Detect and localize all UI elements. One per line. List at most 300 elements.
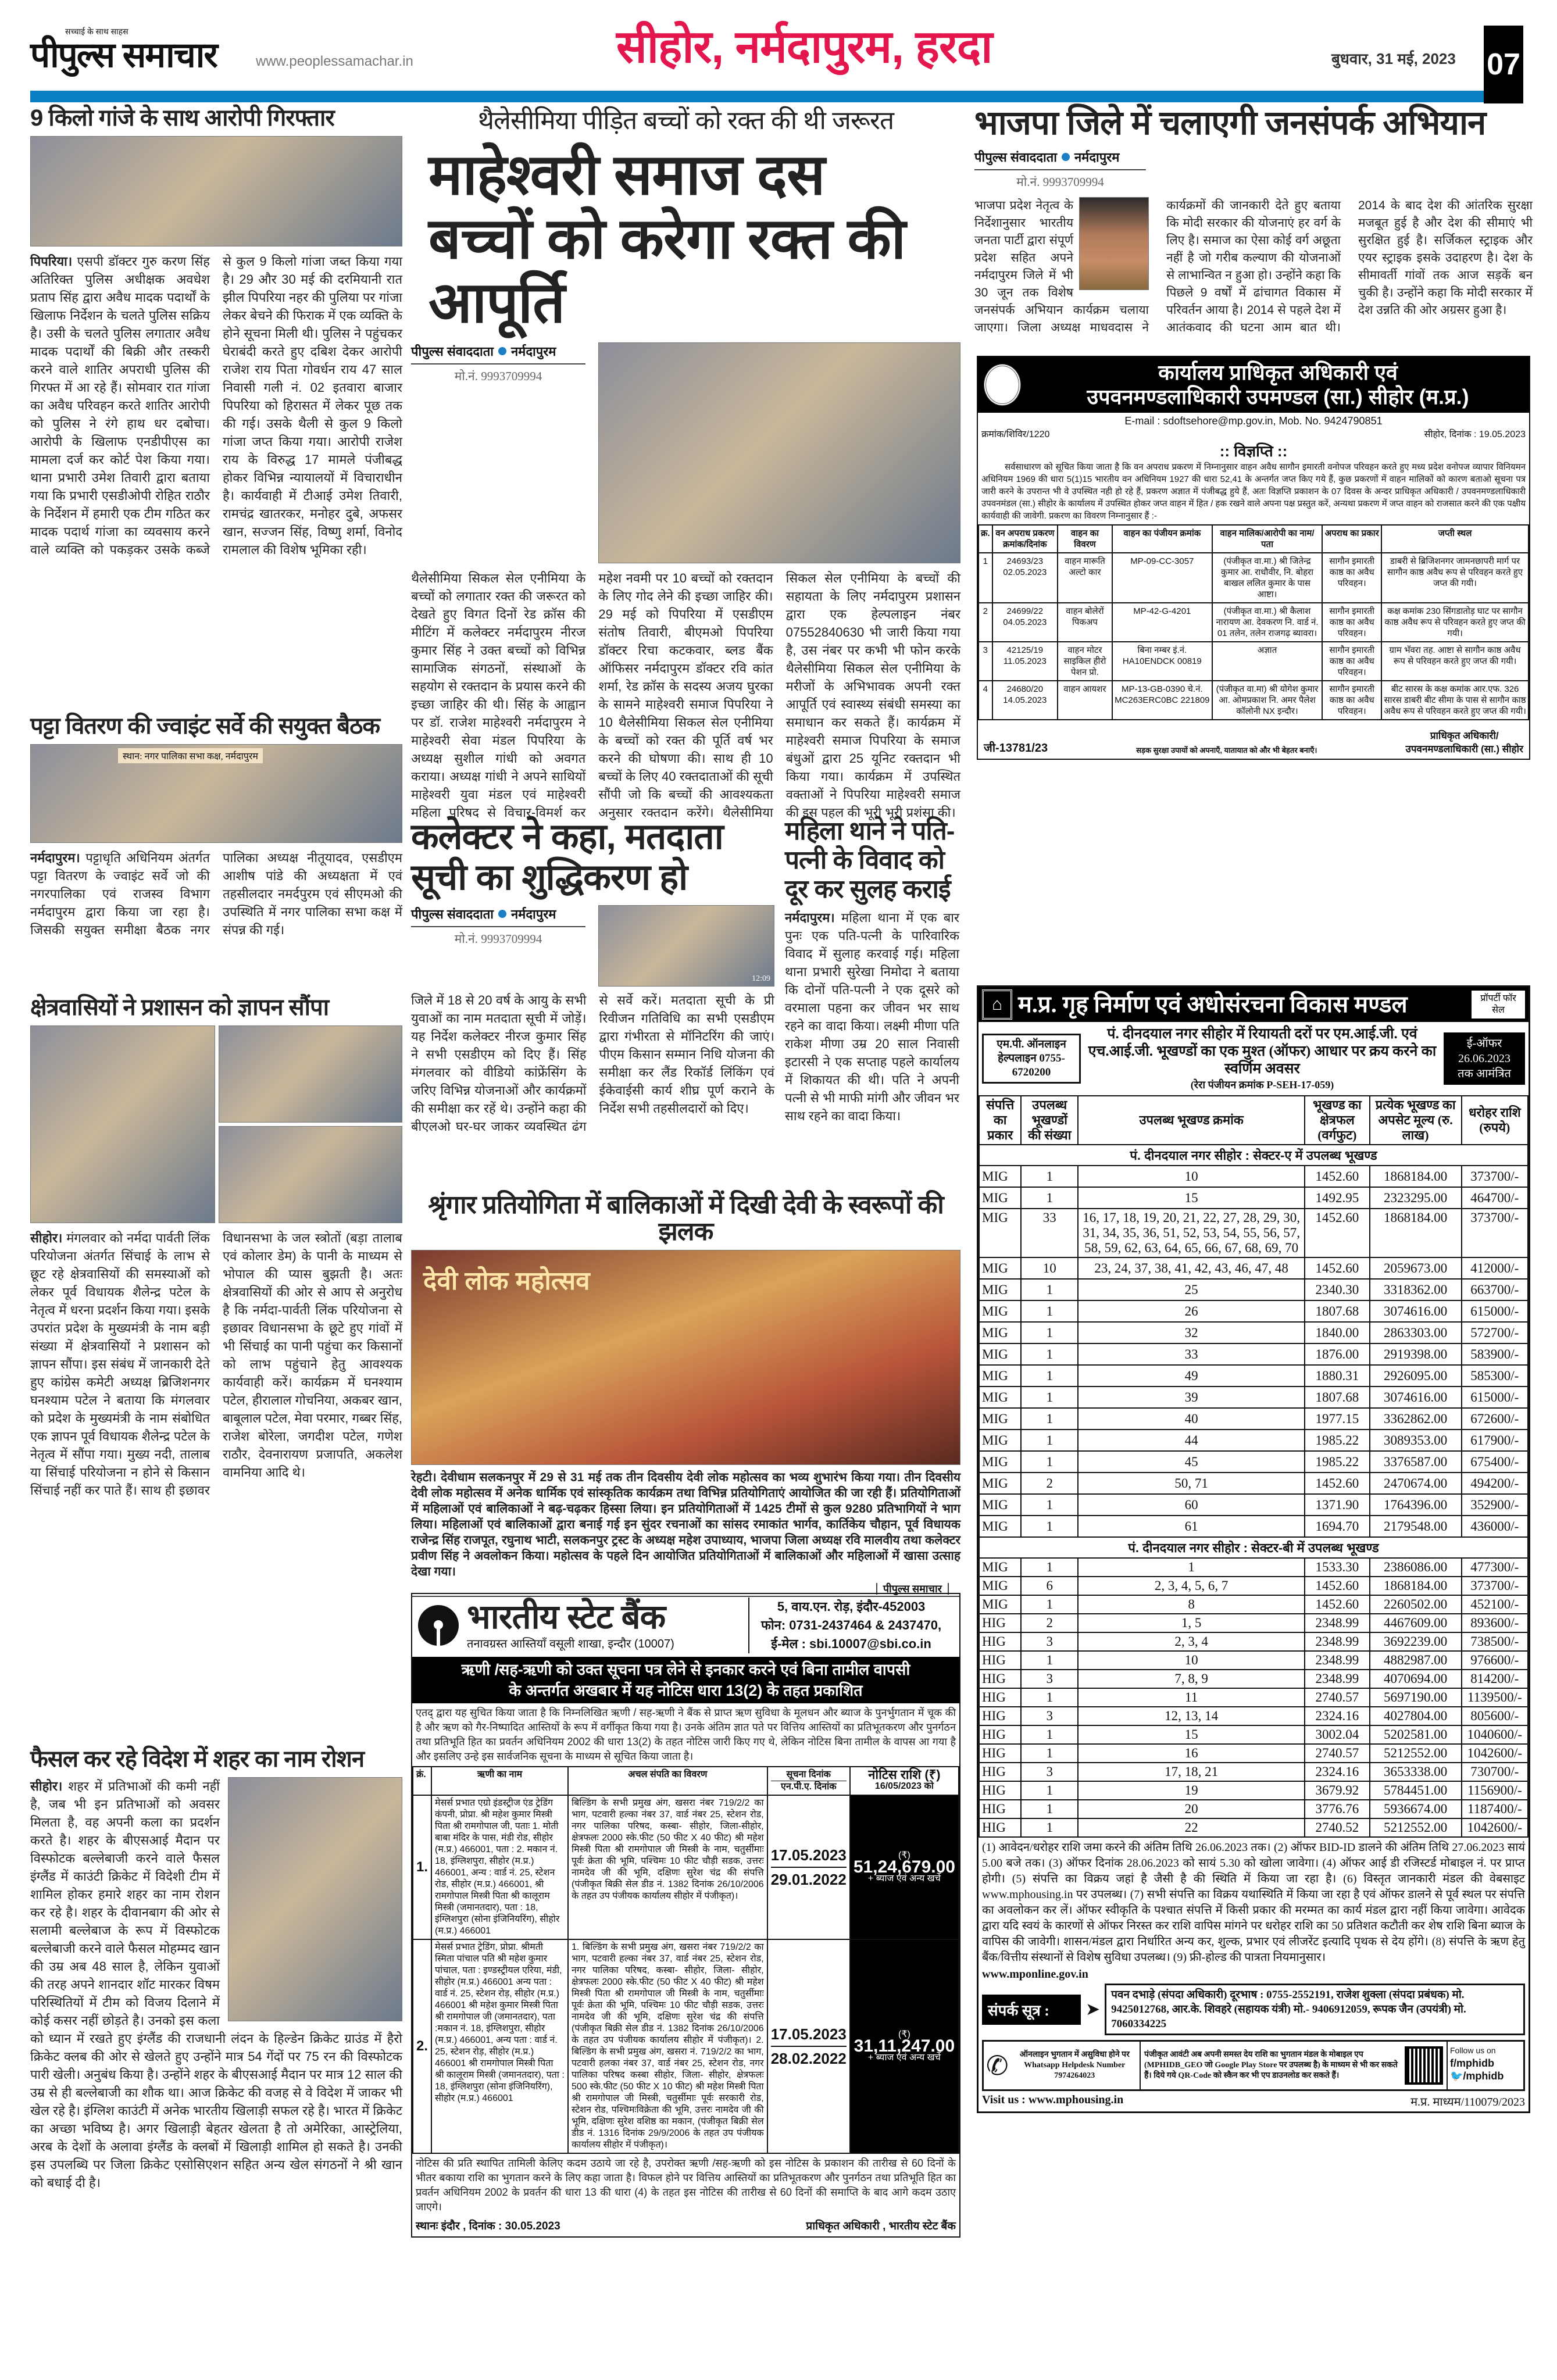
twitter-icon: 🐦 [1450,2070,1463,2082]
table-cell: 1764396.00 [1370,1494,1462,1516]
article-body: थैलेसीमिया सिकल सेल एनीमिया के बच्चों को लगातार रक्त की जरूरत को देखते हुए विगत दिनों रेड क्रॉस की मीटिंग में कलेक्टर नर्मदापुरम नीरज कुमार सिंह ने उक्त बच्चों को विभिन्न सामाजिक संगठनों, संस्थाओं के सहयोग से रक्तदान के प्रयास करने की इच्छा जाहिर की थी। सिंह के आह्वान पर डॉ. राजेश माहेश्वरी नर्मदापुरम ने माहेश्वरी सेवा मंडल पिपरिया के अध्यक्ष सुशील गांधी को अवगत कराया। अध्यक्ष गांधी ने अपने साथियों माहेश्वरी युवा मंडल एवं माहेश्वरी महिला परिषद से विचार-विमर्श कर महेश नवमी पर 10 बच्चों को रक्तदान के लिए गोद लेने की इच्छा जाहिर की। 29 मई को पिपरिया में एसडीएम संतोष तिवारी, बीएमओ पिपरिया डॉक्टर रिचा कटकवार, ब्लड बैंक ऑफिसर नर्मदापुरम डॉक्टर रवि कांत शर्मा, रेड क्रॉस के सदस्य अजय घुरका के सामने माहेश्वरी समाज पिपरिया ने 10 थैलेसीमिया सिकल सेल एनीमिया के बच्चों को रक्त की पूर्ति वर्ष भर करने की घोषणा की। साथ ही 10 बच्चों के लिए 40 रक्तदाताओं की सूची सौंपी जो कि बच्चों की आवश्यकता अनुसार रक्तदान करेंगे। थैलेसीमिया सिकल सेल एनीमिया के बच्चों की सहायता के लिए नर्मदापुरम प्रशासन द्वारा एक हेल्पलाइन नंबर 07552840630 भी जारी किया गया है, उस नंबर पर कभी भी फोन करके थैलेसीमिया सिकल सेल एनीमिया के मरीजों के अभिभावक अपनी रक्त आपूर्ति एवं स्वास्थ्य संबंधी समस्या का समाधान कर सकते हैं। कार्यक्रम में माहेश्वरी समाज पिपरिया के समाज बंधुओं द्वारा 25 यूनिट रक्तदान भी किया गया। कार्यक्रम में उपस्थित वक्ताओं ने पिपरिया माहेश्वरी समाज की इस पहल की भूरी भूरी प्रशंसा की। [411,571,960,820]
table-cell: 3376587.00 [1370,1451,1462,1473]
col-header: अपराध का प्रकार [1322,525,1381,553]
table-row [979,1632,1528,1651]
dateline: सीहोर। [30,1779,63,1793]
table-cell: 26 [1078,1300,1305,1322]
table-cell: 17, 18, 21 [1078,1763,1305,1781]
table-cell: 4070694.00 [1370,1670,1462,1688]
table-cell: MIG [979,1322,1021,1343]
bank-name: भारतीय स्टेट बैंक [467,1598,666,1636]
table-cell: 738500/- [1462,1632,1528,1651]
table-cell: बीट सारस के कक्ष कमांक आर.एफ. 326 सारस डाबरी बीट सीमा के पास से सागौन काष्ठ अवैध रूप से परिवहन करते हुए जप्त की गयी। [1381,681,1529,720]
table-cell: MP-13-GB-0390 चे.नं. MC263ERC0BC 221809 [1112,681,1212,720]
table-row [979,1614,1528,1632]
table-row [979,1166,1528,1187]
website-link[interactable]: Visit us : www.mphousing.in [982,2093,1124,2106]
table-cell: 1 [1021,1365,1078,1386]
table-cell: MIG [979,1516,1021,1537]
seizure-table [978,524,1529,720]
signatory: प्राधिकृत अधिकारी , भारतीय स्टेट बैंक [806,2220,956,2232]
byline [411,905,585,927]
property-details: बिल्डिंग के सभी प्रमुख अंग, खसरा नंबर 719/2/2 का भाग, पटवारी हल्का नंबर 37, वार्ड नंबर 25, स्टेशन रोड, नगर पालिका परिषद, कस्बा- सीहोर, जिला-सीहोर, क्षेत्रफलः 2000 स्के.फीट (50 फीट X 40 फीट) श्री महेश मिस्त्री पिता श्री रामगोपाल जी मिस्त्री के नाम, चतुर्सीमाः पूर्वः क्रेता की भूमि, पश्चिमः 10 फीट चौड़ी सडक, उत्तरः नामदेव जी की भूमि, दक्षिणः सुरेश चंद्र की संपत्ति (पंजीकृत बिक्री सेल डीड नं. 1382 दिनांक 26/10/2006 के तहत उप पंजीयक कार्यालय सीहोर में पंजीकृत)। [568,1795,767,1939]
table-cell: 23, 24, 37, 38, 41, 42, 43, 46, 47, 48 [1078,1257,1305,1279]
page-number-text: 07 [1487,48,1520,81]
table-cell: 5212552.00 [1370,1818,1462,1837]
table-row [979,1494,1528,1516]
table-cell: 1 [1021,1300,1078,1322]
table-cell: MIG [979,1451,1021,1473]
section-title: सीहोर, नर्मदापुरम, हरदा [616,21,992,72]
rupee-symbol: (₹) [898,2029,910,2039]
edition-date: बुधवार, 31 मई, 2023 [1331,50,1456,67]
table-cell: 5697190.00 [1370,1688,1462,1707]
table-cell: 33 [1021,1209,1078,1257]
table-cell: 1985.22 [1305,1451,1369,1473]
byline [411,342,585,364]
col-header: क्र. [979,525,992,553]
whatsapp-icon: ✆ [986,2051,1009,2081]
table-cell: 2059673.00 [1370,1257,1462,1279]
table-cell: 3074616.00 [1370,1386,1462,1408]
facebook-icon: f [1450,2057,1454,2069]
table-cell: 2470674.00 [1370,1473,1462,1494]
table-row [979,1818,1528,1837]
e-offer-box [1444,1032,1525,1085]
logo-tagline: सच्चाई के साथ साहस [65,27,128,36]
table-cell: MIG [979,1577,1021,1595]
notice-date: 17.05.2023 [770,1846,847,1864]
table-row [979,1577,1528,1595]
table-cell: MIG [979,1408,1021,1430]
ad-title: म.प्र. गृह निर्माण एवं अधोसंरचना विकास मण्डल [1018,991,1408,1017]
table-cell: 6 [1021,1577,1078,1595]
table-cell: HIG [979,1670,1021,1688]
table-cell: 24693/23 02.05.2023 [992,553,1058,603]
office-contact: E-mail : sdoftsehore@mp.gov.in, Mob. No. 9424790851 [1124,415,1383,427]
table-cell: 893600/- [1462,1614,1528,1632]
reporter-mobile: मो.नं. 9993709994 [454,932,542,946]
table-cell: 352900/- [1462,1494,1528,1516]
table-cell: 1 [1021,1322,1078,1343]
table-cell: 49 [1078,1365,1305,1386]
table-cell: डाबरी से ब्रिजिशनगर जामनछापरी मार्ग पर सागौन काष्ठ अवैध रूप से परिवहन करते हुए जप्त की गयी। [1381,553,1529,603]
table-cell: 1868184.00 [1370,1209,1462,1257]
row-number: 1. [413,1795,431,1939]
table-cell: MIG [979,1300,1021,1322]
table-cell: 1042600/- [1462,1818,1528,1837]
sbi-logo-icon [418,1605,459,1646]
bank-branch: तनावग्रस्त आस्तियाँ वसूली शाखा, इन्दौर (10007) [467,1637,674,1650]
table-cell: 617900/- [1462,1430,1528,1451]
byline-place: नर्मदापुरम [510,344,556,359]
byline-name: पीपुल्स संवाददाता [411,344,494,359]
table-cell: 1 [1021,1595,1078,1614]
table-cell: 22 [1078,1818,1305,1837]
photo-collage [30,1025,402,1223]
table-cell: 24699/22 04.05.2023 [992,603,1058,642]
table-cell: 10 [1078,1651,1305,1670]
table-row [413,1795,959,1939]
table-cell: 2740.57 [1305,1688,1369,1707]
table-cell: 8 [1078,1595,1305,1614]
meeting-photo [30,744,402,843]
table-cell: 1 [1021,1430,1078,1451]
col-header: वाहन का विवरण [1058,525,1112,553]
npa-date: 29.01.2022 [771,1867,847,1891]
table-cell: 60 [1078,1494,1305,1516]
notice-amount [850,1939,959,2153]
byline-place: नर्मदापुरम [510,907,556,921]
table-cell: 1 [1021,1800,1078,1818]
headline: माहेश्वरी समाज दस बच्चों को करेगा रक्त की आपूर्ति [428,142,906,335]
table-cell: 1868184.00 [1370,1166,1462,1187]
table-cell: HIG [979,1725,1021,1744]
table-cell: 373700/- [1462,1166,1528,1187]
table-row [979,1725,1528,1744]
plots-table [979,1095,1529,1838]
table-row [979,1707,1528,1725]
office-title: उपवनमण्डलाधिकारी उपमण्डल (सा.) सीहोर (म.प्र.) [1087,385,1469,409]
contact-details: पवन दभाड़े (संपदा अधिकारी) दूरभाष : 0755-2552191, राजेश शुक्ला (संपदा प्रबंधक) मो. 9425012768, आर.के. शिवहरे (सहायक यंत्री) मो.- 9406912059, रूपक जैन (उपयंत्री) मो. 7060334225 [1105,1984,1525,2035]
table-cell: 814200/- [1462,1670,1528,1688]
notice-footer: नोटिस की प्रति स्थापित तामिली केलिए कदम उठाये जा रहे है, उपरोक्त ऋणी /सह-ऋणी को इस नोटिस के प्रकाशन की तारीख से 60 दिनों के भीतर बकाया राशि का भुगतान करने के लिए कहा जाता है। विफल होने पर वित्तिय आस्तियों का प्रतिभूतकरण और पुनर्गठन तथा प्रतिभूति हित का प्रवर्तन अधिनियम 2002 के प्रवर्तन की धारा 13 की धारा (4) के तहत इस नोटिस की तारीख से 60 दिनों की समाप्ति के बाद आगे कदम उठाए जाएगे। [416,2157,956,2213]
notice-date: सीहोर, दिनांक : 19.05.2023 [1424,430,1526,439]
table-row [979,1800,1528,1818]
table-row [979,1279,1528,1300]
byline-name: पीपुल्स संवाददाता [974,149,1057,165]
table-cell: 373700/- [1462,1577,1528,1595]
table-cell: 1840.00 [1305,1322,1369,1343]
road-safety-slogan: सड़क सुरक्षा उपायों को अपनाएँ, यातायात को और भी बेहतर बनाएँ। [1136,746,1317,755]
table-cell: 1452.60 [1305,1209,1369,1257]
table-cell: 2348.99 [1305,1651,1369,1670]
table-row [979,1558,1528,1577]
table-cell: MIG [979,1558,1021,1577]
cricketer-photo [228,1777,402,2021]
table-row [979,1763,1528,1781]
table-cell: 1985.22 [1305,1430,1369,1451]
table-cell: 1 [1021,1166,1078,1187]
table-cell: सागौन इमारती काष्ठ का अवैध परिवहन। [1322,642,1381,681]
bank-phone: फोन: 0731-2437464 & 2437470, [761,1618,942,1632]
table-cell: 2348.99 [1305,1670,1369,1688]
table-cell: 1 [1021,1451,1078,1473]
police-photo [30,136,402,246]
table-cell: 3 [1021,1707,1078,1725]
col-header: उपलब्ध भूखण्डों की संख्या [1021,1096,1078,1145]
table-cell: 2386086.00 [1370,1558,1462,1577]
table-cell: 1040600/- [1462,1725,1528,1744]
table-cell: 1452.60 [1305,1595,1369,1614]
table-cell: MIG [979,1595,1021,1614]
table-cell: 494200/- [1462,1473,1528,1494]
mp-housing-ad [977,985,1530,2113]
byline-place: नर्मदापुरम [1074,149,1120,165]
table-cell: 1187400/- [1462,1800,1528,1818]
reporter-mobile: मो.नं. 9993709994 [454,369,542,384]
table-cell: 2919398.00 [1370,1343,1462,1365]
table-cell: 32 [1078,1322,1305,1343]
table-cell: 572700/- [1462,1322,1528,1343]
table-cell: 3 [1021,1670,1078,1688]
newspaper-logo[interactable] [30,26,217,73]
table-cell: 1 [1021,1187,1078,1209]
article-text: भाजपा प्रदेश नेतृत्व के निर्देशानुसार भारतीय जनता पार्टी द्वारा संपूर्ण प्रदेश सहित अपने नर्मदापुरम जिले में भी 30 जून तक विशेष जनसंपर्क अभियान कार्यक्रम चलाया जाएगा। जिला अध्यक्ष माधवदास ने कार्यक्रमों की जानकारी देते हुए बताया कि मोदी सरकार की योजनाएं हर वर्ग के लिए है। समाज का ऐसा कोई वर्ग अछूता नहीं है जो गरीब कल्याण की योजनाओं से लाभान्वित न हुआ हो। उन्होंने कहा कि पिछले 9 वर्षों में ढांचागत विकास में परिवर्तन आया है। 2014 से पहले देश में आतंकवाद की घटना आम बात थी। 2014 के बाद देश की आंतरिक सुरक्षा मजबूत हुई है और देश की सीमाएं भी सुरक्षित हुई है। सर्जिकल स्ट्राइक और एयर स्ट्राइक इसके उदाहरण है। देश के सीमावर्ती गांवों तक आज सड़कें बन चुकी है। उन्होंने कहा कि मोदी सरकार में देश उन्नति की ओर अग्रसर हुआ है। [974,198,1533,334]
facebook-link[interactable] [1450,2057,1521,2070]
table-cell: 615000/- [1462,1386,1528,1408]
table-cell: 44 [1078,1430,1305,1451]
table-cell: बिना नम्बर इं.नं. HA10ENDCK 00819 [1112,642,1212,681]
col-header: वन अपराध प्रकरण क्रमांक/दिनांक [992,525,1058,553]
headline: क्षेत्रवासियों ने प्रशासन को ज्ञापन सौंपा [30,995,329,1020]
table-cell: सागौन इमारती काष्ठ का अवैध परिवहन। [1322,603,1381,642]
e-offer-label: तक आमंत्रित [1458,1067,1511,1080]
notice-body: सर्वसाधारण को सूचित किया जाता है कि वन अपराध प्रकरण में निम्नानुसार वाहन अवैध सागौन इमारती वनोपज परिवहन करते हुए मध्य प्रदेश वनोपज व्यापार विनियमन अधिनियम 1969 की धारा 5(1)15 भारतीय वन अधिनियम 1927 की धारा 52,41 के अन्तर्गत जप्त किए गये हैं, कुछ प्रकरणों में वाहन मालिकों को कारण बताओ सूचना पत्र जारी करने के उपरान्त भी वे उपस्थित नही हो रहे हैं, प्रकरण अज्ञात में पंजीबद्ध हुये हैं, अतः विज्ञप्ति प्रकाशन के 07 दिवस के अन्दर प्राधिकृत अधिकारी / उपवनमण्डलाधिकारी उपवनमंडल (सा.) सीहोर के कार्यालय में उपस्थित होकर जप्त वाहन में हित / हक रखने वाले अपना पक्ष प्रस्तुत करें, अन्यथा प्रकरण में जप्त वाहन को राजसात करने की एक पक्षीय कार्यवाही की जावेगी. प्रकरण का विवरण निम्नानुसार हैं :- [981,462,1526,521]
notice-date: 17.05.2023 [770,2025,847,2043]
table-cell: वाहन मोटर साइकिल हीरो पेशन प्रो. [1058,642,1112,681]
byline [974,148,1146,170]
npa-date: 28.02.2022 [771,2046,847,2070]
table-row [979,1365,1528,1386]
forest-dept-notice [977,356,1530,760]
table-cell: 675400/- [1462,1451,1528,1473]
signatory: उपवनमण्डलाधिकारी (सा.) सीहोर [1405,744,1523,755]
table-cell: 452100/- [1462,1595,1528,1614]
housing-board-logo-icon: ⌂ [982,989,1012,1020]
table-cell: अज्ञात [1212,642,1323,681]
section-title: पं. दीनदयाल नगर सीहोर : सेक्टर-बी में उपलब्ध भूखण्ड [979,1537,1528,1558]
table-cell: 1 [1021,1818,1078,1837]
table-cell: 1371.90 [1305,1494,1369,1516]
table-cell: MIG [979,1430,1021,1451]
row-number: 2. [413,1939,431,2153]
website-link[interactable]: www.peoplessamachar.in [256,53,413,69]
table-cell: 1 [1021,1343,1078,1365]
table-cell: 3776.76 [1305,1800,1369,1818]
photo-banner: स्थान: नगर पालिका सभा कक्ष, नर्मदापुरम [118,748,263,763]
dateline: नर्मदापुरम। [785,910,835,925]
table-cell: वाहन बोलेरों पिकअप [1058,603,1112,642]
table-cell: 42125/19 11.05.2023 [992,642,1058,681]
table-cell: 1 [979,553,992,603]
col-header: वाहन मालिक/आरोपी का नाम/पता [1212,525,1323,553]
table-cell: 2, 3, 4 [1078,1632,1305,1651]
table-cell: 2740.52 [1305,1818,1369,1837]
table-row [979,1430,1528,1451]
table-row [979,1595,1528,1614]
table-cell: 976600/- [1462,1651,1528,1670]
table-cell: 3 [979,642,992,681]
table-cell: 1452.60 [1305,1577,1369,1595]
table-cell: सागौन इमारती काष्ठ का अवैध परिवहन। [1322,681,1381,720]
table-row [979,1781,1528,1800]
table-cell: 2340.30 [1305,1279,1369,1300]
col-header: जप्ती स्थल [1381,525,1529,553]
table-cell: MIG [979,1473,1021,1494]
table-cell: 1 [1021,1516,1078,1537]
table-cell: 1 [1021,1558,1078,1577]
table-cell: 3074616.00 [1370,1300,1462,1322]
protest-photo [219,1025,402,1123]
table-cell: 2 [1021,1473,1078,1494]
table-cell: 10 [1021,1257,1078,1279]
table-cell: 15 [1078,1725,1305,1744]
table-cell: 1807.68 [1305,1386,1369,1408]
table-cell: 585300/- [1462,1365,1528,1386]
table-cell: (पंजीकृत वा.मा.) श्री जितेन्द्र कुमार आ. राधौवीर, नि. बोहरा बाखल ललित कुमार के पास आष्टा। [1212,553,1323,603]
amount-value: 31,11,247.00 [854,2036,955,2056]
col-header: 16/05/2023 को [874,1781,934,1791]
table-cell: 1 [1021,1651,1078,1670]
article-body [30,252,402,559]
table-cell: 3089353.00 [1370,1430,1462,1451]
article-text: महिला थाना में एक बार पुनः एक पति-पत्नी के पारिवारिक विवाद में सुलाह करवाई गई। महिला थाना प्रभारी सुरेखा निमोदा ने बताया कि दोनों पति-पत्नी ने एक दूसरे को वरमाला पहना कर जीवन भर साथ रहने का वादा किया। लक्ष्मी मीणा पति राकेश मीणा उम्र 20 साल निवासी इटारसी ने एक सप्ताह पहले कार्यालय में शिकायत की थी। पति ने अपनी पत्नी से भी माफी मांगी और जीवन भर साथ रहने का वादा किया। [785,910,959,1123]
table-cell: 16, 17, 18, 19, 20, 21, 22, 27, 28, 29, 30, 31, 34, 35, 36, 51, 52, 53, 54, 55, 56, 57, 58, 59, 62, 63, 64, 65, 66, 67, 68, 69, 70 [1078,1209,1305,1257]
kicker: थैलेसीमिया पीड़ित बच्चों को रक्त की थी जरूरत [477,106,894,135]
dateline: सीहोर। [30,1231,63,1245]
bank-address: 5, वाय.एन. रोड़, इंदौर-452003 [777,1599,926,1614]
table-cell: 24680/20 14.05.2023 [992,681,1058,720]
col-header: क्रं. [413,1767,431,1795]
qr-code-icon[interactable] [1405,2046,1443,2085]
table-cell: 1 [1078,1558,1305,1577]
col-header: नोटिस राशि (₹) [868,1767,941,1782]
table-cell: 5936674.00 [1370,1800,1462,1818]
table-row [979,1744,1528,1763]
table-cell: MP-09-CC-3057 [1112,553,1212,603]
table-cell: ग्राम भॅवरा तह. आष्टा से सागौन काष्ठ अवैध रूप से परिवहन करते हुए जप्त की गयी। [1381,642,1529,681]
table-cell: 2863303.00 [1370,1322,1462,1343]
table-cell: 3 [1021,1632,1078,1651]
table-cell: 39 [1078,1386,1305,1408]
table-cell: 19 [1078,1781,1305,1800]
place-date: स्थानः इंदौर , दिनांक : 30.05.2023 [416,2220,560,2232]
table-row [979,642,1529,681]
article-body [974,197,1533,337]
table-cell: 4 [979,681,992,720]
table-cell: MIG [979,1257,1021,1279]
photo-caption: रेहटी। देवीधाम सलकनपुर में 29 से 31 मई तक तीन दिवसीय देवी लोक महोत्सव का भव्य शुभारंभ किया गया। तीन दिवसीय देवी लोक महोत्सव में अनेक धार्मिक एवं सांस्कृतिक कार्यक्रम तथा विभिन्न प्रतियोगिताएं आयोजित की जा रही हैं। प्रतियोगिताओं में महिलाओं एवं बालिकाओं ने बढ़-चढ़कर हिस्सा लिया। इन प्रतियोगिताओं में 1425 टीमों से कुल 9280 प्रतिभागियों ने भाग लिया। महिलाओं एवं बालिकाओं द्वारा बनाई गई इन सुंदर रचनाओं का सांसद रमाकांत भार्गव, कार्तिकेय चौहान, पूर्व विधायक राजेन्द्र सिंह राजपूत, रघुनाथ भाटी, सलकनपुर ट्रस्ट के अध्यक्ष महेश उपाध्याय, भाजपा जिला अध्यक्ष रवि मालवीय तथा कलेक्टर प्रवीण सिंह ने अवलोकन किया। महोत्सव के पहले दिन आयोजित प्रतियोगिताओं में बालिकाओं और महिलाओं में खासा उत्साह देखा गया। [411,1471,960,1579]
bank-email[interactable]: ई-मेल : sbi.10007@sbi.co.in [771,1636,931,1651]
table-row [979,1322,1528,1343]
table-cell: 464700/- [1462,1187,1528,1209]
article-body: जिले में 18 से 20 वर्ष के आयु के सभी युवाओं का नाम मतदाता सूची में जोड़ें। यह निर्देश कलेक्टर नीरज कुमार सिंह ने सभी एसडीएम को दिए हैं। सिंह मंगलवार को वीडियो कांफ्रेंसिंग के जरिए विभिन्न योजनाओं और कार्यक्रमों की समीक्षा कर रहें थे। उन्होंने कहा की बीएलओ घर-घर जाकर व्यवस्थित ढंग से सर्वे करें। मतदाता सूची के प्री रिवीजन गतिविधि का सभी एसडीएम द्वारा गंभीरता से मॉनिटरिंग की जाएं। पीएम किसान सम्मान निधि योजना की समीक्षा कर लैंड रिकॉर्ड लिंकिंग एवं ईकेवाईसी कार्य शीघ्र पूर्ण कराने के निर्देश सभी तहसीलदारों को दिए। [411,993,774,1134]
table-row [979,1451,1528,1473]
table-cell: 1 [1021,1781,1078,1800]
table-cell: 1139500/- [1462,1688,1528,1707]
office-title: कार्यालय प्राधिकृत अधिकारी एवं [1158,360,1398,384]
table-cell: HIG [979,1781,1021,1800]
table-row [979,1408,1528,1430]
twitter-link[interactable] [1450,2070,1521,2082]
table-cell: वाहन मारूति अल्टो कार [1058,553,1112,603]
table-cell: HIG [979,1800,1021,1818]
table-row [979,1670,1528,1688]
mponline-link[interactable]: www.mponline.gov.in [982,1968,1088,1981]
story-memorandum [30,995,402,1499]
notice-heading: :: विज्ञप्ति :: [1219,442,1288,460]
masthead-bar [30,91,1484,102]
amount-note: + ब्याज एवं अन्य खर्चे [867,1874,941,1884]
notice-banner: ऋणी /सह-ऋणी को उक्त सूचना पत्र लेने से इनकार करने एवं बिना तामील वापसी के अन्तर्गत अखबार में यह नोटिस धारा 13(2) के तहत प्रकाशित [412,1657,959,1703]
table-cell: 2740.57 [1305,1744,1369,1763]
headline: श्रृंगार प्रतियोगिता में बालिकाओं में दिखी देवी के स्वरूपों की झलक [428,1191,944,1246]
table-row [979,1651,1528,1670]
table-cell: MIG [979,1365,1021,1386]
table-cell: 412000/- [1462,1257,1528,1279]
table-row [979,1187,1528,1209]
col-header: उपलब्ध भूखण्ड क्रमांक [1078,1096,1305,1145]
table-cell: 10 [1078,1166,1305,1187]
section-row [979,1537,1528,1558]
story-ganja-arrest [30,106,402,559]
table-cell: MIG [979,1187,1021,1209]
table-cell: 20 [1078,1800,1305,1818]
article-body [30,849,402,939]
table-row [979,553,1529,603]
table-cell: 1694.70 [1305,1516,1369,1537]
table-cell: MIG [979,1343,1021,1365]
table-cell: 1452.60 [1305,1257,1369,1279]
table-cell: MIG [979,1279,1021,1300]
table-cell: 1 [1021,1725,1078,1744]
article-text: एसपी डॉक्टर गुरु करण सिंह अतिरिक्त पुलिस अधीक्षक अवधेश प्रताप सिंह द्वारा अवैध मादक पदार्थों के खिलाफ निर्देशन के चलते पुलिस सक्रिय है। उसी के चलते पुलिस लगातार अवैध मादक पदार्थों की बिक्री और तस्करी करने वाले शातिर अपराधी पुलिस की गिरफ्त में आ रहे हैं। सोमवार रात गांजा का अवैध परिवहन करते शातिर आरोपी को पुलिस ने रंगे हाथ धर दबोचा। आरोपी के खिलाफ एनडीपीएस का मामला दर्ज कर कोर्ट पेश किया गया। थाना प्रभारी उमेश तिवारी द्वारा बताया गया कि प्रभारी एसडीओपी रोहित राठौर के निर्देशन में हमारी एक टीम गठित कर मादक पदार्थ गांजा का व्यवसाय करने वाले व्यक्ति को पकड़कर उसके कब्जे से कुल 9 किलो गांजा जब्त किया गया है। 29 और 30 मई की दरमियानी रात झील पिपरिया नहर की पुलिया पर गांजा लेकर बेचने की फिराक में एक व्यक्ति के होने सूचना मिली थी। पुलिस ने पहुंचकर घेराबंदी करते हुए दबिश देकर आरोपी राजेश राय पिता गोवर्धन राय 47 साल निवासी गली नं. 02 इतवारा बाजार पिपरिया को हिरासत में लेकर पूछ तक की गई। उसके थैली से कुल 9 किलो गांजा जप्त किया गया। आरोपी राजेश राय के विरुद्ध 17 मामले पंजीबद्ध होकर विभिन्न न्यायालयों में विचाराधीन है। कार्यवाही में टीआई उमेश तिवारी, रामचंद्र खातरकर, मनोहर दुबे, अफसर खान, सज्जन सिंह, विष्णु शर्मा, विनोद रामलाल की विशेष भूमिका रही। [30,254,402,557]
story-mahila-thana [785,817,959,1125]
table-cell: 1 [1021,1494,1078,1516]
notice-dates [767,1939,850,2153]
story-shringar [411,1192,960,1597]
notice-dates [767,1795,850,1939]
table-cell: 2926095.00 [1370,1365,1462,1386]
dateline: पिपरिया। [30,254,73,269]
table-cell: 3318362.00 [1370,1279,1462,1300]
reporter-mobile: मो.नं. 9993709994 [1016,174,1104,189]
table-cell: 1 [1021,1408,1078,1430]
devi-costume-photo [411,1250,960,1465]
table-row [979,681,1529,720]
table-cell: 3679.92 [1305,1781,1369,1800]
table-cell: 3 [1021,1763,1078,1781]
table-cell: HIG [979,1818,1021,1837]
table-cell: 730700/- [1462,1763,1528,1781]
borrower-name: मेसर्स प्रभात एग्रो इंडस्ट्रीज एंड ट्रेडिंग कंपनी, प्रोप्रा. श्री महेश कुमार मिस्त्री पिता श्री रामगोपाल जी, पताः 1. मोती बाबा मंदिर के पास, मंडी रोड, सीहोर (म.प्र.) 466001, पता : 2. मकान नं. 18, इंग्लिशपुरा, सीहोर (म.प्र.) 466001, अन्य : वार्ड नं. 25, स्टेशन रोड, सीहोर (म.प्र.) 466001, श्री रामगोपाल मिस्त्री पिता श्री कालूराम मिस्त्री (जमानतदार), पता : 18, इंग्लिशपुरा (सोना इंजिनियरिंग), सीहोर (म.प्र.) 466001 [431,1795,568,1939]
table-row [979,1209,1528,1257]
table-row [979,1300,1528,1322]
table-row [979,1473,1528,1494]
table-cell: 1977.15 [1305,1408,1369,1430]
photo-banner: देवी लोक महोत्सव [423,1267,590,1296]
story-faisal-cricket [30,1747,402,2192]
offer-terms: (1) आवेदन/धरोहर राशि जमा करने की अंतिम तिथि 26.06.2023 तक। (2) ऑफर BID-ID डालने की अंतिम तिथि 27.06.2023 सायं 5.00 बजे तक। (3) ऑफर दिनांक 28.06.2023 को सायं 5.30 को खोला जावेगा। (4) ऑफर आई डी रजिस्टर्ड मोबाइल नं. पर प्राप्त होगी। (5) संपत्ति का विक्रय जहां है जैसी है की स्थिति में किया जा रहा है। (6) विस्तृत जानकारी मंडल की वेबसाइट www.mphousing.in पर उपलब्ध। (7) सभी संपत्ति का विक्रय यथास्थिति में किया जा रहा है एवं ऑफर डालने से पूर्व स्थल पर संपत्ति का अवलोकन कर लें। ऑफर स्वीकृति के पश्चात संपत्ति में किसी प्रकार की मरम्मत का कार्य मंडल द्वारा नहीं किया जावेगा। आवेदक द्वारा यदि स्वयं के कारणों से ऑफर निरस्त कर राशि वापिस मांगने पर धरोहर राशि का 50 प्रतिशत कटौती कर शेष राशि बिना ब्याज के वापिस की जावेगी। शासन/मंडल द्वारा निर्धारित अन्य कर, शुल्क, प्रभार एवं लीजरेंट इत्यादि पृथक से देय होंगे। (8) संपत्ति के ऋण हेतु बैंक/वित्तीय संस्थानों से विशेष सुविधा उपलब्ध। (9) फ्री-होल्ड की पात्रता नियमानुसार। [982,1841,1525,1964]
blood-donation-photo [598,342,960,563]
logo-text: पीपुल्स समाचार [30,35,217,74]
twitter-handle: /mphidb [1463,2070,1504,2082]
table-cell: 15 [1078,1187,1305,1209]
property-for-sale-tag: प्रॉपर्टी फॉर सेल [1472,991,1525,1019]
leader-portrait [1079,197,1149,290]
protest-photo [219,1126,402,1223]
article-body [30,1229,402,1499]
sbi-notice-ad [411,1593,960,2238]
table-row [979,1257,1528,1279]
table-cell: 2 [1021,1614,1078,1632]
story-blood-donation [411,108,960,821]
table-row [413,1939,959,2153]
table-cell: 5784451.00 [1370,1781,1462,1800]
photo-credit: पीपुल्स समाचार [876,1583,949,1595]
notice-intro: एतद् द्वारा यह सुचित किया जाता है कि निम्नलिखित ऋणी / सह-ऋणी ने बैंक से प्राप्त ऋण सुविधा के मूलधन और ब्याज के पुनर्भुगतान में चूक की है और ऋण को गैर-निष्पादित आस्तियों के रूप में वर्गीकृत किया गया है। उनके अंतिम ज्ञात पते पर वित्तिय आस्तियों का प्रतिभूतकरण और पुनर्गठन तथा प्रतिभूति हित का प्रवर्तन अधिनियम 2002 की धारा 13(2) के तहत नोटिस जारी किए गए थे, लेकिन नोटिस बिना तामील के वापस आ गया है और इसलिए उन्हे इस सार्वजनिक सूचना के माध्यम से सूचित किया जाता है। [416,1707,956,1762]
